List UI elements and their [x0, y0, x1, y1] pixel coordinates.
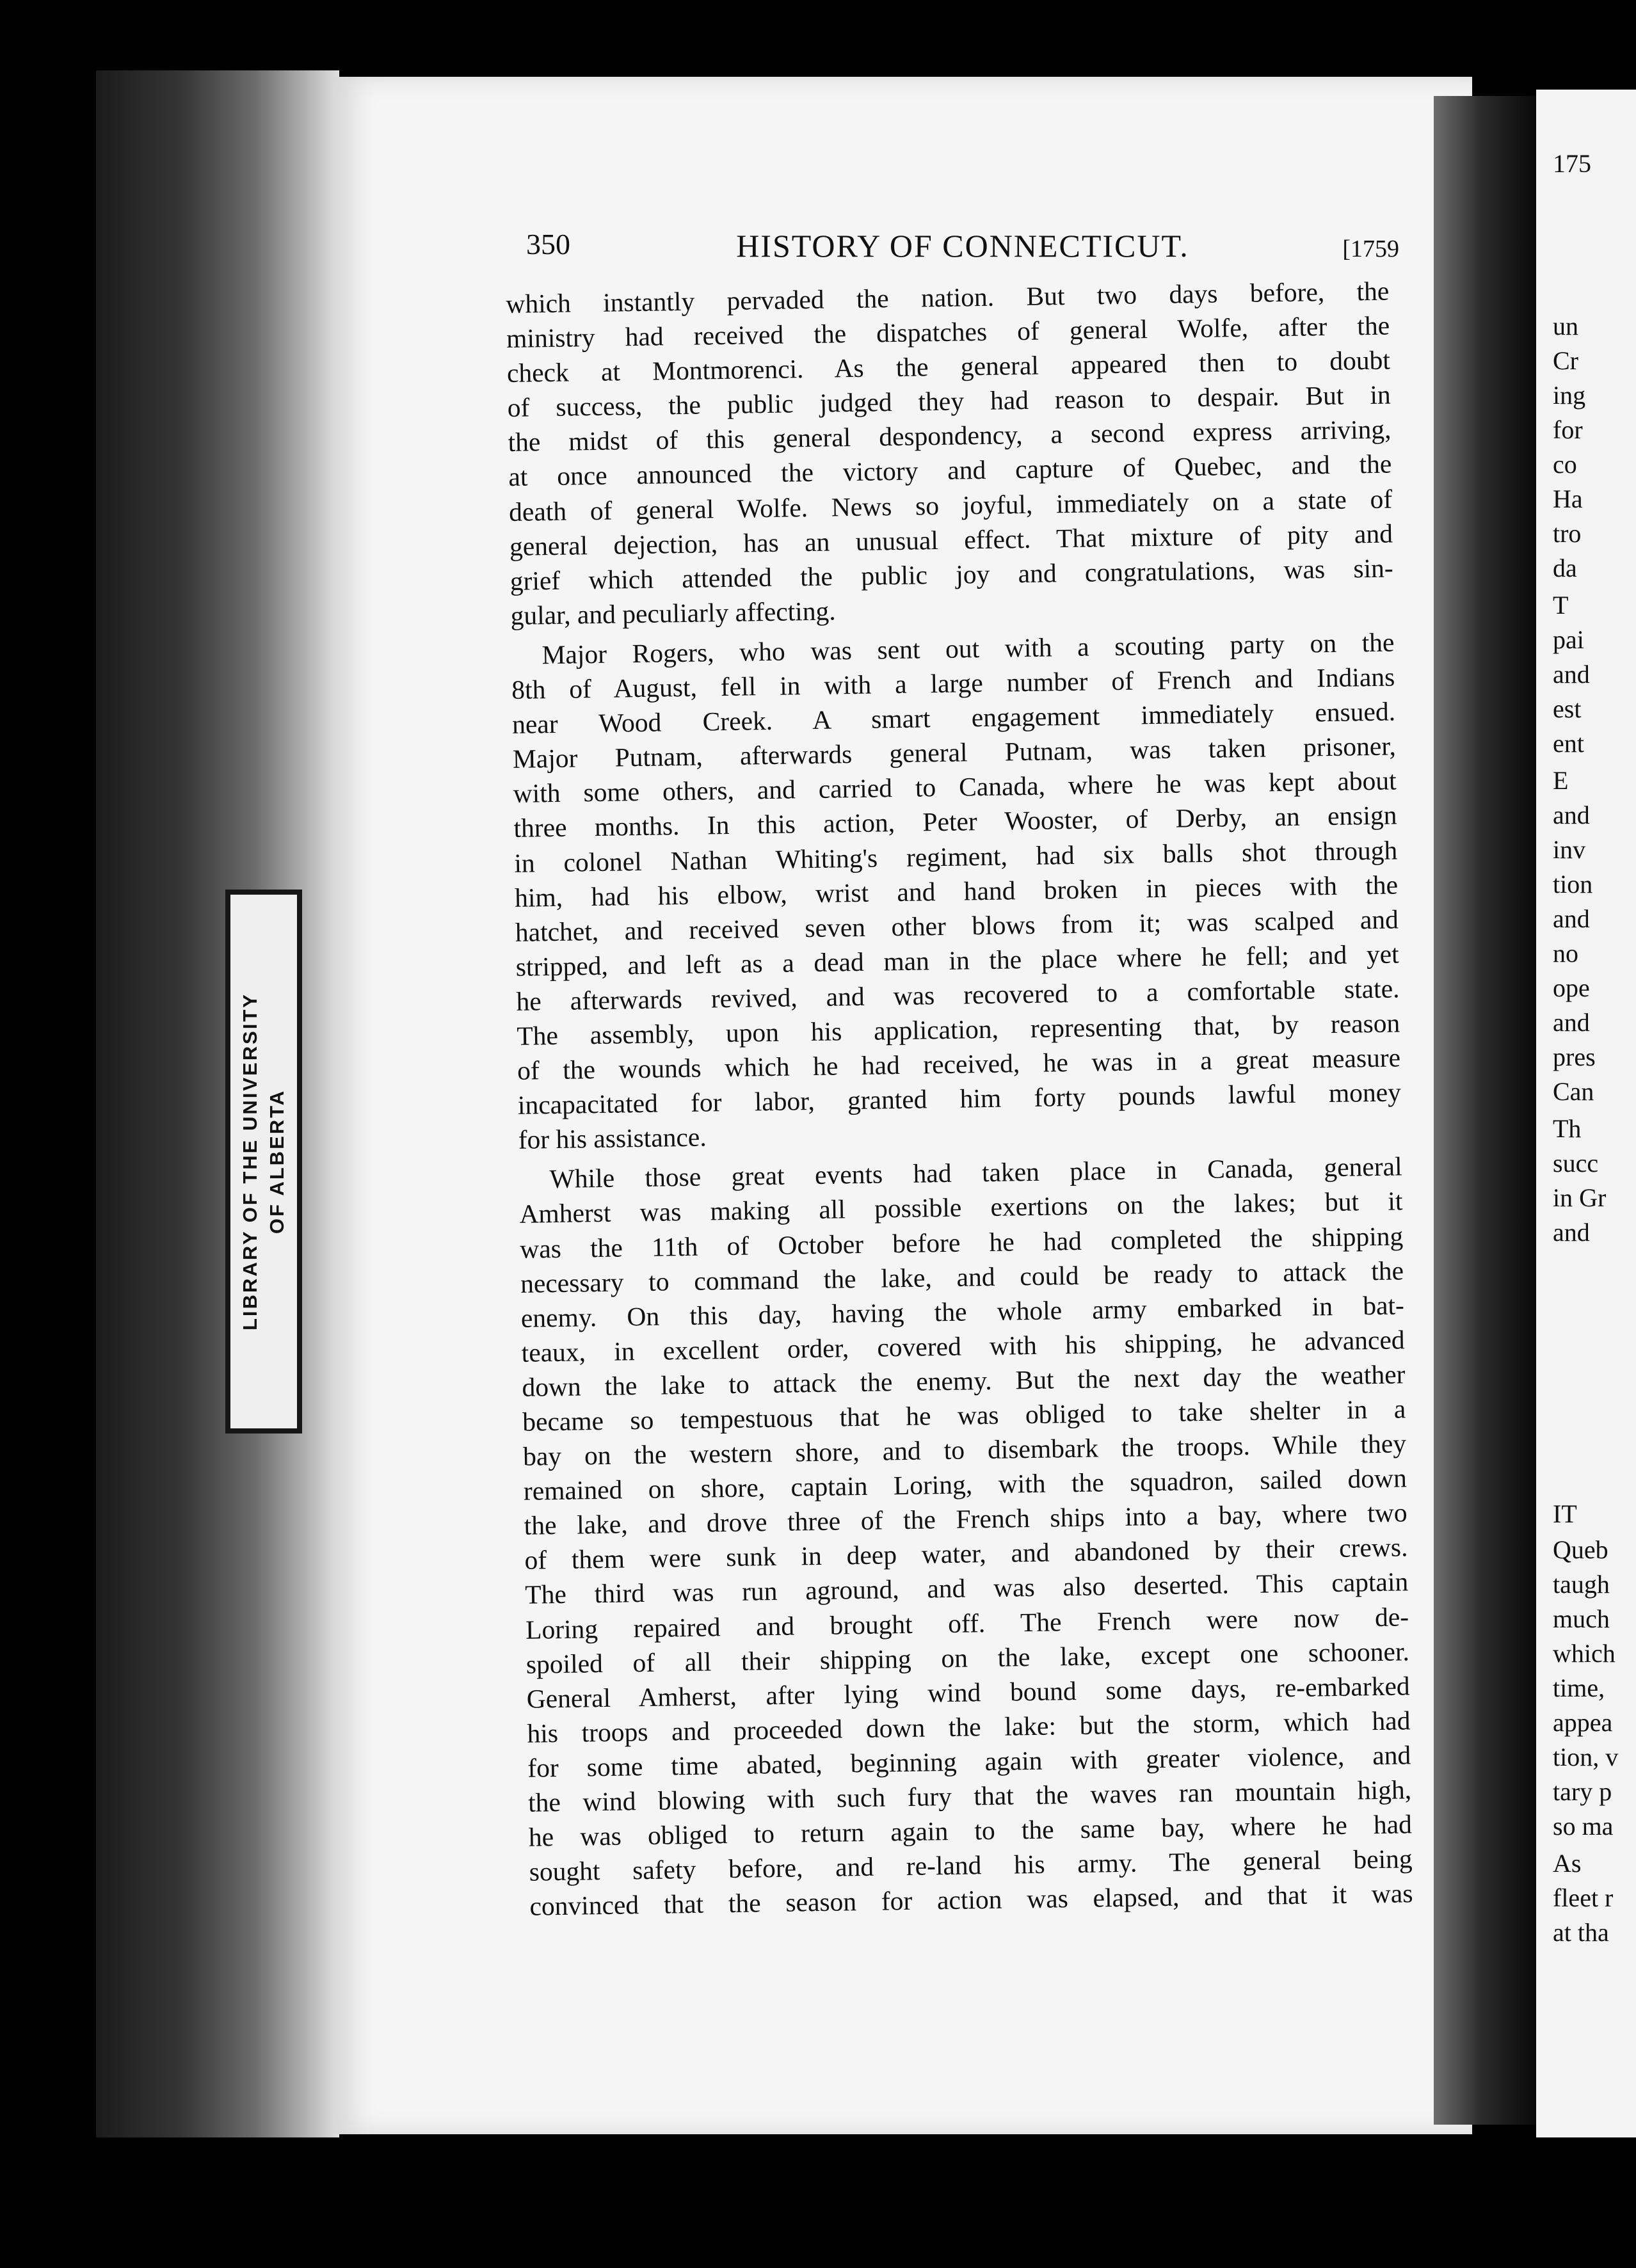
text-line: with some others, and carried to Canada, where he was kept about: [513, 765, 1397, 809]
running-title: HISTORY OF CONNECTICUT.: [736, 228, 1189, 264]
facing-page-fragment: appea: [1553, 1708, 1613, 1737]
text-line: enemy. On this day, having the whole army embarked in bat-: [520, 1290, 1405, 1333]
text-line: teaux, in excellent order, covered with his shipping, he advanced: [521, 1325, 1405, 1368]
text-line: of them were sunk in deep water, and abandoned by their crews.: [524, 1532, 1408, 1576]
facing-page-fragment: taugh: [1553, 1570, 1610, 1599]
text-line: 8th of August, fell in with a large number of French and Indians: [511, 662, 1395, 705]
text-line: his troops and proceeded down the lake: but the storm, which had: [527, 1705, 1411, 1748]
paragraph: [506, 274, 1394, 633]
facing-page-fragment: inv: [1553, 835, 1586, 864]
text-line: for his assistance.: [518, 1122, 707, 1155]
facing-page-fragment: Cr: [1553, 346, 1578, 375]
facing-page-fragment: which: [1553, 1639, 1616, 1668]
page-number: 350: [526, 228, 570, 260]
text-line: grief which attended the public joy and congratulations, was sin-: [509, 553, 1394, 596]
text-line: stripped, and left as a dead man in the place where he fell; and yet: [515, 939, 1399, 982]
text-line: the lake, and drove three of the French ships into a bay, where two: [524, 1497, 1407, 1541]
stamp-line: OF ALBERTA: [266, 1089, 288, 1234]
facing-page-fragment: and: [1553, 904, 1590, 933]
text-line: he afterwards revived, and was recovered to a comfortable state.: [516, 973, 1400, 1016]
text-line: spoiled of all their shipping on the lake, except one schooner.: [525, 1636, 1410, 1679]
facing-page-fragment: T: [1553, 591, 1569, 619]
facing-page-fragment: est: [1553, 694, 1582, 723]
stamp-line: LIBRARY OF THE UNIVERSITY: [239, 993, 261, 1330]
text-line: was the 11th of October before he had completed the shipping: [519, 1220, 1404, 1264]
text-line: Loring repaired and brought off. The French were now de-: [525, 1601, 1409, 1645]
library-stamp: [225, 890, 302, 1433]
text-line: which instantly pervaded the nation. But two days before, the: [506, 276, 1390, 319]
facing-page-fragment: ent: [1553, 729, 1584, 758]
facing-page-fragment: time,: [1553, 1673, 1605, 1702]
text-line: Major Rogers, who was sent out with a scouting party on the: [541, 627, 1395, 670]
text-line: him, had his elbow, wrist and hand broken in pieces with the: [514, 870, 1399, 913]
facing-page-fragment: no: [1553, 939, 1578, 968]
facing-page-fragment: pai: [1553, 625, 1584, 654]
text-line: gular, and peculiarly affecting.: [510, 596, 836, 630]
text-line: he was obliged to return again to the same bay, where he had: [528, 1809, 1413, 1852]
facing-page-fragment: tion: [1553, 870, 1593, 898]
facing-page-fragment: fleet r: [1553, 1883, 1614, 1912]
text-line: remained on shore, captain Loring, with the squadron, sailed down: [523, 1463, 1407, 1506]
facing-page-fragment: much: [1553, 1604, 1610, 1633]
facing-page-fragment: tro: [1553, 519, 1582, 548]
text-line: bay on the western shore, and to disembark the troops. While they: [522, 1428, 1407, 1471]
text-line: of the wounds which he had received, he was in a great measure: [517, 1042, 1401, 1085]
text-line: General Amherst, after lying wind bound some days, re-embarked: [526, 1671, 1410, 1714]
text-line: While those great events had taken place in Canada, general: [549, 1151, 1402, 1194]
facing-page-fragment: 175: [1553, 149, 1591, 178]
facing-page-fragment: for: [1553, 415, 1583, 444]
text-line: for some time abated, beginning again with greater violence, and: [527, 1740, 1411, 1783]
facing-page-fragment: and: [1553, 801, 1590, 829]
text-line: The assembly, upon his application, representing that, by reason: [517, 1008, 1400, 1051]
facing-page-fragment: As: [1553, 1849, 1582, 1878]
text-line: necessary to command the lake, and could be ready to attack the: [520, 1255, 1404, 1298]
facing-page-fragment: tary p: [1553, 1777, 1612, 1806]
facing-page-edge: [1536, 90, 1636, 2137]
facing-page-fragment: in Gr: [1553, 1183, 1607, 1212]
text-line: death of general Wolfe. News so joyful, immediately on a state of: [508, 484, 1393, 527]
text-line: three months. In this action, Peter Wooster, of Derby, an ensign: [513, 800, 1397, 843]
facing-page-fragment: Can: [1553, 1077, 1594, 1106]
text-line: Major Putnam, afterwards general Putnam, was taken prisoner,: [512, 731, 1397, 774]
text-line: in colonel Nathan Whiting's regiment, had six balls shot through: [514, 835, 1398, 878]
facing-page-fragment: co: [1553, 450, 1577, 479]
facing-page-fragment: succ: [1553, 1149, 1599, 1178]
facing-page-fragment: and: [1553, 660, 1590, 689]
running-head: [526, 227, 1399, 272]
library-stamp-text: [237, 906, 291, 1418]
text-line: hatchet, and received seven other blows from it; was scalped and: [515, 904, 1399, 947]
text-line: became so tempestuous that he was obliged to take shelter in a: [522, 1394, 1406, 1437]
text-line: ministry had received the dispatches of general Wolfe, after the: [506, 310, 1390, 354]
facing-page-fragment: da: [1553, 554, 1577, 582]
text-line: convinced that the season for action was elapsed, and that it was: [529, 1878, 1413, 1922]
facing-page-fragment: tion, v: [1553, 1743, 1619, 1771]
facing-page-fragment: Th: [1553, 1114, 1582, 1143]
facing-page-fragment: un: [1553, 312, 1578, 340]
facing-page-fragment: Queb: [1553, 1535, 1608, 1564]
text-line: general dejection, has an unusual effect. That mixture of pity and: [509, 518, 1393, 561]
text-line: at once announced the victory and capture of Quebec, and the: [508, 449, 1392, 492]
body-text: [506, 274, 1413, 1924]
year-marker: [1759: [1342, 236, 1399, 262]
facing-page-fragment: ing: [1553, 381, 1586, 410]
paragraph: [511, 625, 1402, 1157]
text-line: of success, the public judged they had reason to despair. But in: [507, 379, 1391, 423]
text-line: incapacitated for labor, granted him forty pounds lawful money: [517, 1077, 1402, 1121]
text-line: the midst of this general despondency, a second express arriving,: [508, 414, 1391, 458]
facing-page-fragment: pres: [1553, 1042, 1596, 1071]
facing-page-fragment: IT: [1553, 1499, 1577, 1528]
text-line: sought safety before, and re-land his army. The general being: [529, 1844, 1413, 1887]
text-line: check at Montmorenci. As the general appeared then to doubt: [506, 345, 1391, 388]
text-line: The third was run aground, and was also deserted. This captain: [524, 1567, 1409, 1610]
facing-page-fragment: and: [1553, 1008, 1590, 1037]
page-gutter: [1434, 96, 1543, 2125]
facing-page-fragment: ope: [1553, 973, 1590, 1002]
text-line: the wind blowing with such fury that the waves ran mountain high,: [527, 1775, 1412, 1817]
facing-page-fragment: and: [1553, 1218, 1590, 1247]
text-line: down the lake to attack the enemy. But the next day the weather: [522, 1359, 1406, 1402]
facing-page-fragment: E: [1553, 766, 1569, 795]
paragraph: [518, 1149, 1413, 1924]
text-line: near Wood Creek. A smart engagement immediately ensued.: [511, 696, 1396, 740]
text-line: Amherst was making all possible exertions on the lakes; but it: [519, 1186, 1403, 1229]
book-spine: [96, 70, 339, 2137]
facing-page-fragment: at tha: [1553, 1918, 1609, 1947]
facing-page-fragment: so ma: [1553, 1812, 1614, 1841]
facing-page-fragment: Ha: [1553, 484, 1583, 513]
